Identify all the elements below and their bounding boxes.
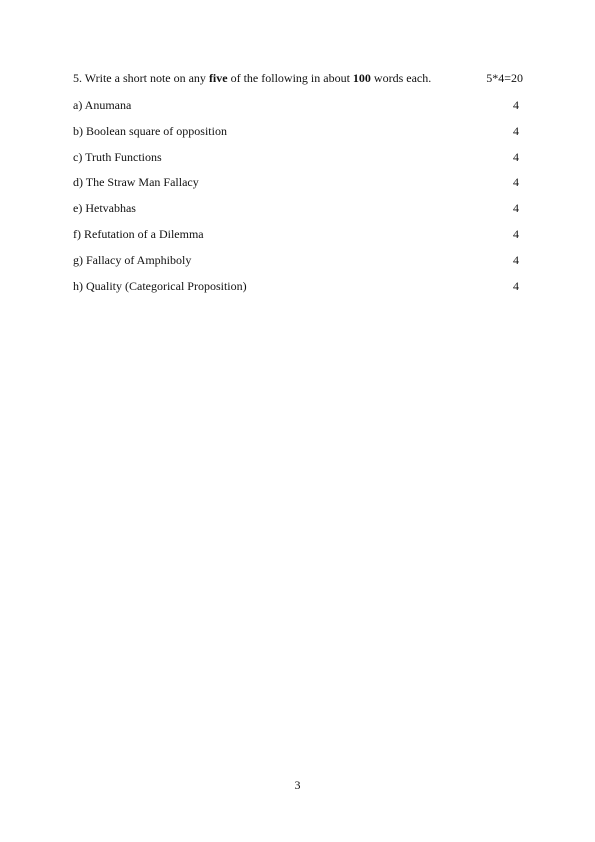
item-marks: 4	[513, 175, 519, 189]
item-label: g) Fallacy of Amphiboly	[73, 253, 192, 267]
item-label: h) Quality (Categorical Proposition)	[73, 279, 247, 293]
item-marks: 4	[513, 227, 519, 241]
list-item	[73, 98, 519, 114]
list-item	[73, 253, 519, 269]
item-marks: 4	[513, 253, 519, 267]
list-item	[73, 201, 519, 217]
list-item	[73, 150, 519, 166]
question-marks: 5*4=20	[486, 71, 523, 85]
item-label: f) Refutation of a Dilemma	[73, 227, 204, 241]
page-number: 3	[294, 778, 301, 792]
item-label: c) Truth Functions	[73, 150, 162, 164]
list-item	[73, 227, 519, 243]
question-5	[73, 71, 523, 87]
question-suffix: words each.	[370, 71, 432, 85]
item-marks: 4	[513, 201, 519, 215]
question-prefix: 5. Write a short note on any	[73, 71, 209, 85]
list-item	[73, 279, 519, 295]
question-count-emphasis: five	[208, 71, 228, 85]
item-marks: 4	[513, 124, 519, 138]
item-label: d) The Straw Man Fallacy	[73, 175, 199, 189]
item-marks: 4	[513, 279, 519, 293]
question-middle: of the following in about	[227, 71, 353, 85]
item-label: e) Hetvabhas	[73, 201, 136, 215]
list-item	[73, 124, 519, 140]
list-item	[73, 175, 519, 191]
question-text	[73, 71, 431, 86]
item-label: a) Anumana	[73, 98, 132, 112]
item-label: b) Boolean square of opposition	[73, 124, 227, 138]
item-marks: 4	[513, 150, 519, 164]
item-marks: 4	[513, 98, 519, 112]
question-words-emphasis: 100	[352, 71, 371, 85]
